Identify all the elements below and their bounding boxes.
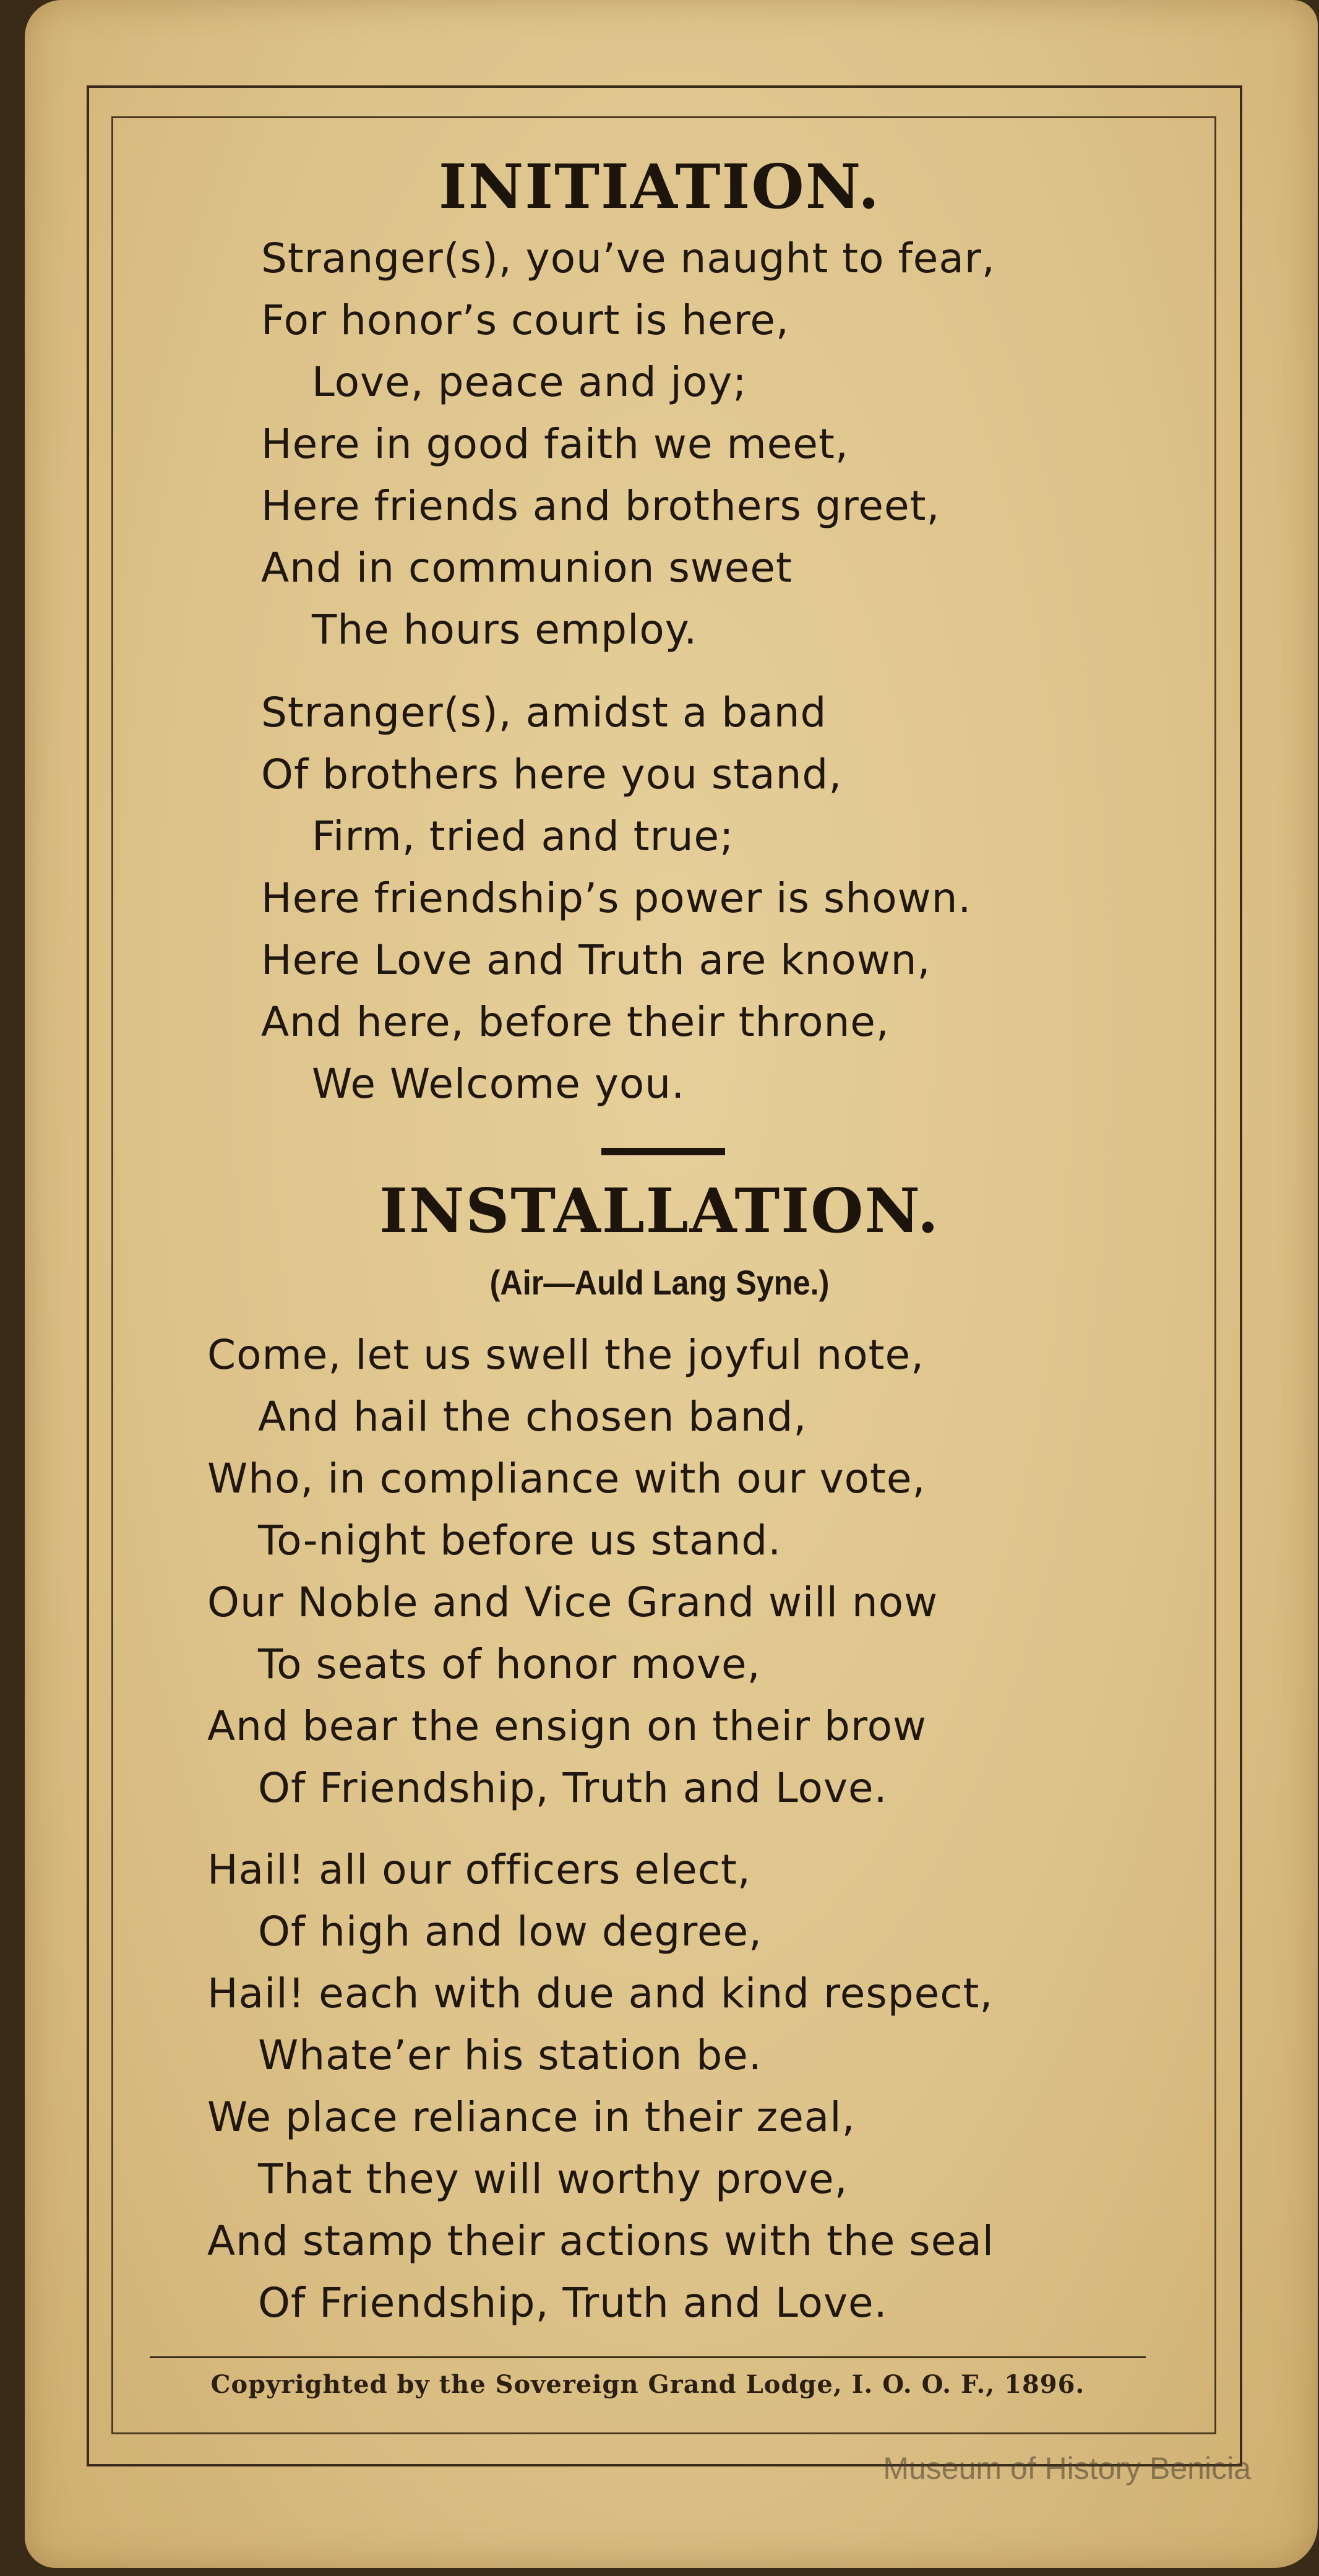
verse-line: Of high and low degree, [258, 1908, 763, 1955]
verse-line: The hours employ. [312, 606, 698, 653]
installation-air: (Air—Auld Lang Syne.) [489, 1263, 830, 1302]
verse-line: Here friends and brothers greet, [261, 482, 940, 530]
verse-line: And bear the ensign on their brow [207, 1702, 927, 1750]
verse-line: Here friendship’s power is shown. [261, 874, 972, 922]
verse-line: Firm, tried and true; [312, 812, 734, 860]
verse-line: That they will worthy prove, [258, 2155, 848, 2203]
verse-line: Of Friendship, Truth and Love. [258, 1764, 888, 1812]
footer-rule [150, 2356, 1146, 2358]
verse-line: Here in good faith we meet, [261, 420, 849, 468]
section-divider [601, 1148, 725, 1155]
museum-watermark: Museum of History Benicia [883, 2451, 1251, 2486]
verse-line: Of Friendship, Truth and Love. [258, 2279, 888, 2327]
verse-line: Our Noble and Vice Grand will now [207, 1579, 939, 1626]
verse-line: And here, before their throne, [261, 998, 890, 1046]
verse-line: Hail! each with due and kind respect, [207, 1970, 994, 2017]
initiation-verse-2 [261, 682, 971, 1115]
installation-verse-1 [207, 1324, 938, 1819]
verse-line: For honor’s court is here, [261, 296, 789, 344]
verse-line: Who, in compliance with our vote, [207, 1455, 926, 1502]
verse-line: To seats of honor move, [258, 1640, 761, 1688]
verse-line: We Welcome you. [312, 1060, 685, 1108]
verse-line: Here Love and Truth are known, [261, 936, 931, 984]
installation-verse-2 [207, 1839, 994, 2334]
verse-line: We place reliance in their zeal, [207, 2093, 856, 2141]
initiation-title: INITIATION. [438, 152, 881, 223]
verse-line: And stamp their actions with the seal [207, 2217, 995, 2265]
verse-line: Of brothers here you stand, [261, 751, 843, 798]
verse-line: Love, peace and joy; [312, 358, 747, 406]
verse-line: And in communion sweet [261, 544, 793, 592]
verse-line: Whate’er his station be. [258, 2031, 762, 2079]
installation-title: INSTALLATION. [379, 1176, 940, 1247]
verse-line: To-night before us stand. [258, 1517, 782, 1564]
verse-line: And hail the chosen band, [258, 1393, 807, 1441]
initiation-verse-1 [261, 228, 995, 661]
verse-line: Stranger(s), you’ve naught to fear, [261, 235, 995, 282]
verse-line: Come, let us swell the joyful note, [207, 1331, 925, 1379]
copyright-notice: Copyrighted by the Sovereign Grand Lodge, I. O. O. F., 1896. [210, 2370, 1085, 2399]
verse-line: Hail! all our officers elect, [207, 1846, 751, 1893]
verse-line: Stranger(s), amidst a band [261, 689, 827, 736]
